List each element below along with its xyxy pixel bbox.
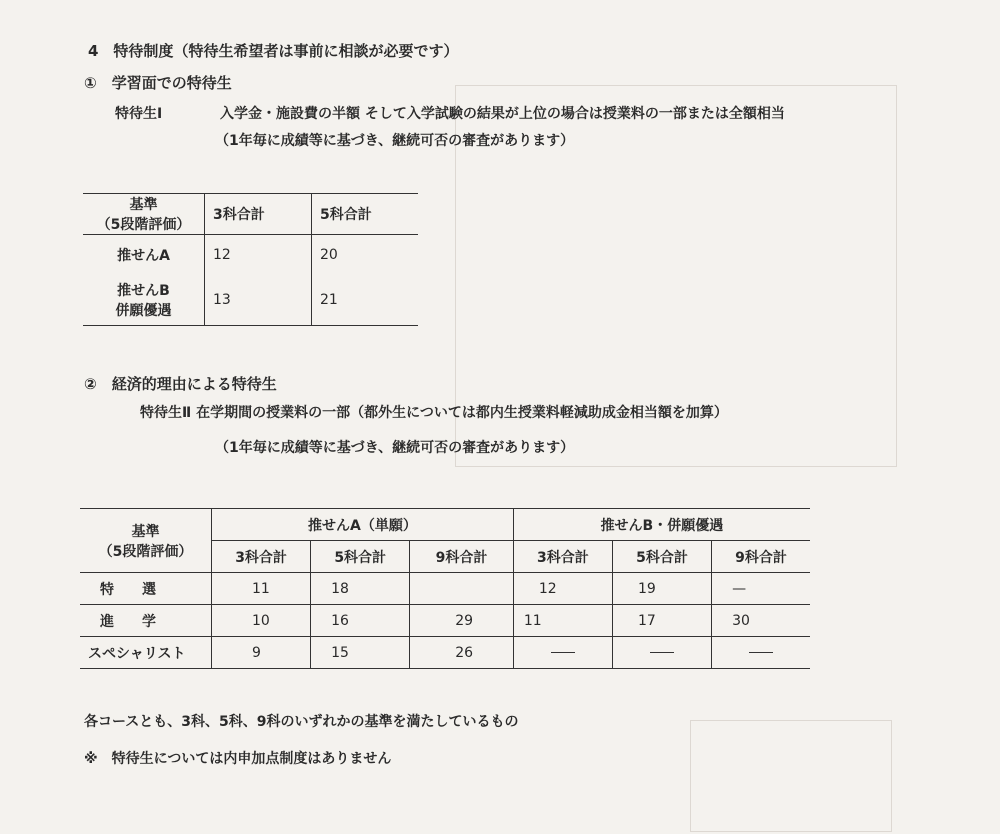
footnote-criteria: 各コースとも、3科、5科、9科のいずれかの基準を満たしているもの bbox=[84, 714, 519, 730]
row-label-specialist: スペシャリスト bbox=[80, 637, 212, 669]
table-cell: 20 bbox=[320, 247, 338, 263]
subhead: 5科合計 bbox=[612, 541, 711, 573]
tokutai-1-text: 入学金・施設費の半額 そして入学試験の結果が上位の場合は授業料の一部または全額相当 bbox=[220, 106, 785, 122]
row-label-tokusen: 特 選 bbox=[80, 573, 212, 605]
table-cell: — bbox=[712, 573, 810, 605]
subsection-1-title: ① 学習面での特待生 bbox=[84, 74, 232, 92]
criteria-header: 基準 （5段階評価） bbox=[80, 509, 212, 573]
tokutai-2-table bbox=[80, 508, 810, 669]
subhead: 5科合計 bbox=[311, 541, 410, 573]
table-cell: 9 bbox=[212, 637, 311, 669]
table-cell: 26 bbox=[410, 637, 514, 669]
table-cell: 10 bbox=[212, 605, 311, 637]
table-cell: 21 bbox=[320, 292, 338, 308]
tokutai-2-text: 特待生Ⅱ 在学期間の授業料の一部（都外生については都内生授業料軽減助成金相当額を加算） bbox=[140, 405, 728, 421]
table-cell: 11 bbox=[513, 605, 612, 637]
bleed-through-table-2 bbox=[690, 720, 892, 832]
section-title: 4 特待制度（特待生希望者は事前に相談が必要です） bbox=[88, 42, 459, 60]
table-cell: 18 bbox=[311, 573, 410, 605]
table-cell: 19 bbox=[612, 573, 711, 605]
row-label-recommend-b: 推せんB 併願優遇 bbox=[83, 275, 205, 326]
header-3-subjects: 3科合計 bbox=[205, 194, 312, 235]
row-label-recommend-a: 推せんA bbox=[83, 235, 205, 276]
subsection-2-title: ② 経済的理由による特待生 bbox=[84, 375, 277, 393]
table-cell: 13 bbox=[205, 275, 312, 326]
tokutai-2-note: （1年毎に成績等に基づき、継続可否の審査があります） bbox=[215, 440, 575, 456]
subhead: 9科合計 bbox=[712, 541, 810, 573]
table-cell: 12 bbox=[513, 573, 612, 605]
table-cell: 16 bbox=[311, 605, 410, 637]
row-label-shingaku: 進 学 bbox=[80, 605, 212, 637]
table-cell: 11 bbox=[212, 573, 311, 605]
table-cell: 12 bbox=[205, 235, 312, 276]
tokutai-1-label: 特待生Ⅰ bbox=[115, 106, 163, 122]
criteria-header: 基準 （5段階評価） bbox=[83, 194, 205, 235]
dash-cell bbox=[513, 637, 612, 669]
subhead: 3科合計 bbox=[212, 541, 311, 573]
table-cell bbox=[410, 573, 514, 605]
table-cell: 29 bbox=[410, 605, 514, 637]
table-cell: 15 bbox=[311, 637, 410, 669]
tokutai-1-table bbox=[83, 193, 418, 326]
dash-cell bbox=[612, 637, 711, 669]
footnote-no-bonus: ※ 特待生については内申加点制度はありません bbox=[84, 751, 392, 767]
subhead: 9科合計 bbox=[410, 541, 514, 573]
dash-cell bbox=[712, 637, 810, 669]
group-a-header: 推せんA（単願） bbox=[212, 509, 514, 541]
subhead: 3科合計 bbox=[513, 541, 612, 573]
header-5-subjects: 5科合計 bbox=[312, 194, 419, 235]
tokutai-1-note: （1年毎に成績等に基づき、継続可否の審査があります） bbox=[215, 133, 575, 149]
table-cell: 30 bbox=[712, 605, 810, 637]
table-cell: 17 bbox=[612, 605, 711, 637]
group-b-header: 推せんB・併願優遇 bbox=[513, 509, 810, 541]
